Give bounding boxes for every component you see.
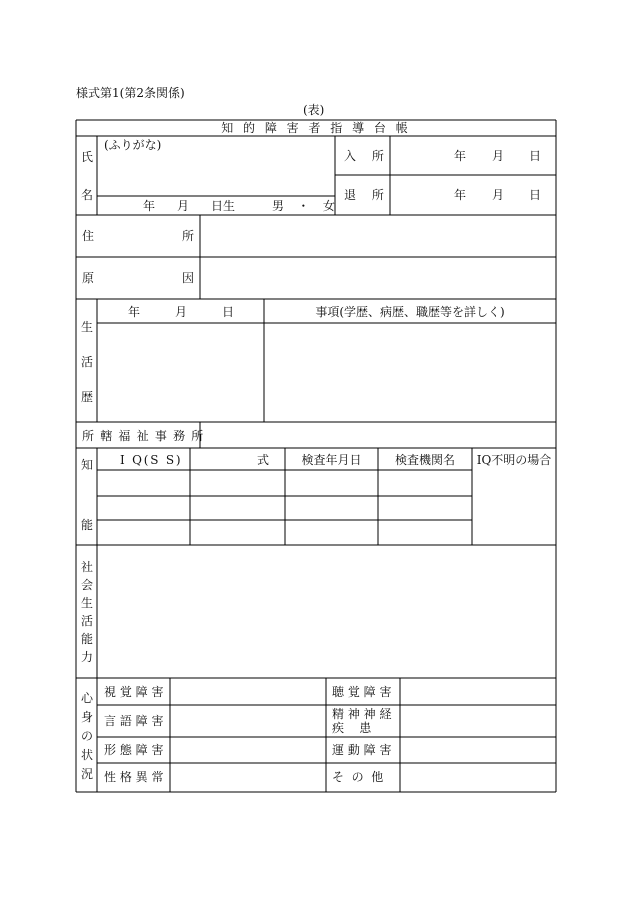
iq-header: I Q(S S) xyxy=(120,453,183,467)
social-label-2: 会 xyxy=(80,578,93,592)
personality-abnormality-label: 性 格 異 常 xyxy=(104,770,164,784)
form-number: 様式第1(第2条関係) xyxy=(76,86,185,100)
birth-month: 月 xyxy=(177,199,190,213)
social-label-1: 社 xyxy=(80,560,93,574)
sex-choice: 男 ・ 女 xyxy=(272,199,340,213)
social-label-3: 生 xyxy=(80,596,93,610)
furigana-label: (ふりがな) xyxy=(104,138,162,152)
history-matters-header: 事項(学歴、病歴、職歴等を詳しく) xyxy=(315,305,505,319)
life-history-label-1: 生 xyxy=(80,320,93,334)
birth-day: 日生 xyxy=(211,199,236,213)
motor-impairment-label: 運 動 障 害 xyxy=(332,743,392,757)
discharge-month: 月 xyxy=(492,188,505,202)
form-impairment-label: 形 態 障 害 xyxy=(104,743,164,757)
other-label: そ の 他 xyxy=(332,770,384,784)
life-history-label-2: 活 xyxy=(80,355,93,369)
admission-day: 日 xyxy=(529,149,542,163)
neuropsychiatric-label-line2: 疾 患 xyxy=(332,721,372,735)
admission-label: 入 所 xyxy=(344,149,390,163)
test-agency-header: 検査機関名 xyxy=(394,453,455,467)
hearing-impairment-label: 聴 覚 障 害 xyxy=(332,685,392,699)
social-label-5: 能 xyxy=(80,632,93,646)
intelligence-label-2: 能 xyxy=(80,518,93,532)
discharge-day: 日 xyxy=(529,188,542,202)
cause-label-left: 原 xyxy=(82,271,95,285)
mind-body-label-4: 状 xyxy=(80,748,93,762)
intelligence-label-1: 知 xyxy=(80,458,93,472)
social-label-6: 力 xyxy=(80,650,93,664)
formula-header: 式 xyxy=(257,453,270,467)
mind-body-label-1: 心 xyxy=(80,691,93,705)
visual-impairment-label: 視 覚 障 害 xyxy=(104,685,164,699)
cause-label-right: 因 xyxy=(182,271,195,285)
discharge-year: 年 xyxy=(454,188,467,202)
mind-body-label-3: の xyxy=(80,729,93,743)
form-title: 知 的 障 害 者 指 導 台 帳 xyxy=(221,121,411,135)
name-label-1: 氏 xyxy=(80,150,93,164)
mind-body-label-2: 身 xyxy=(80,710,93,724)
life-history-label-3: 歴 xyxy=(80,390,93,404)
iq-unknown-header: IQ不明の場合 xyxy=(476,453,552,467)
address-label-left: 住 xyxy=(82,229,95,243)
neuropsychiatric-label-line1: 精 神 神 経 xyxy=(332,707,392,721)
test-date-header: 検査年月日 xyxy=(301,453,362,467)
admission-year: 年 xyxy=(454,149,467,163)
address-label-right: 所 xyxy=(182,229,195,243)
admission-month: 月 xyxy=(492,149,505,163)
discharge-label: 退 所 xyxy=(344,188,390,202)
history-month-header: 月 xyxy=(175,305,188,319)
birth-year: 年 xyxy=(143,199,156,213)
name-label-2: 名 xyxy=(80,188,93,202)
history-day-header: 日 xyxy=(222,305,235,319)
social-label-4: 活 xyxy=(80,614,93,628)
welfare-office-label: 所 轄 福 祉 事 務 所 xyxy=(82,429,205,443)
history-year-header: 年 xyxy=(128,305,141,319)
speech-impairment-label: 言 語 障 害 xyxy=(104,714,164,728)
mind-body-label-5: 況 xyxy=(80,767,93,781)
side-label: (表) xyxy=(303,103,325,117)
